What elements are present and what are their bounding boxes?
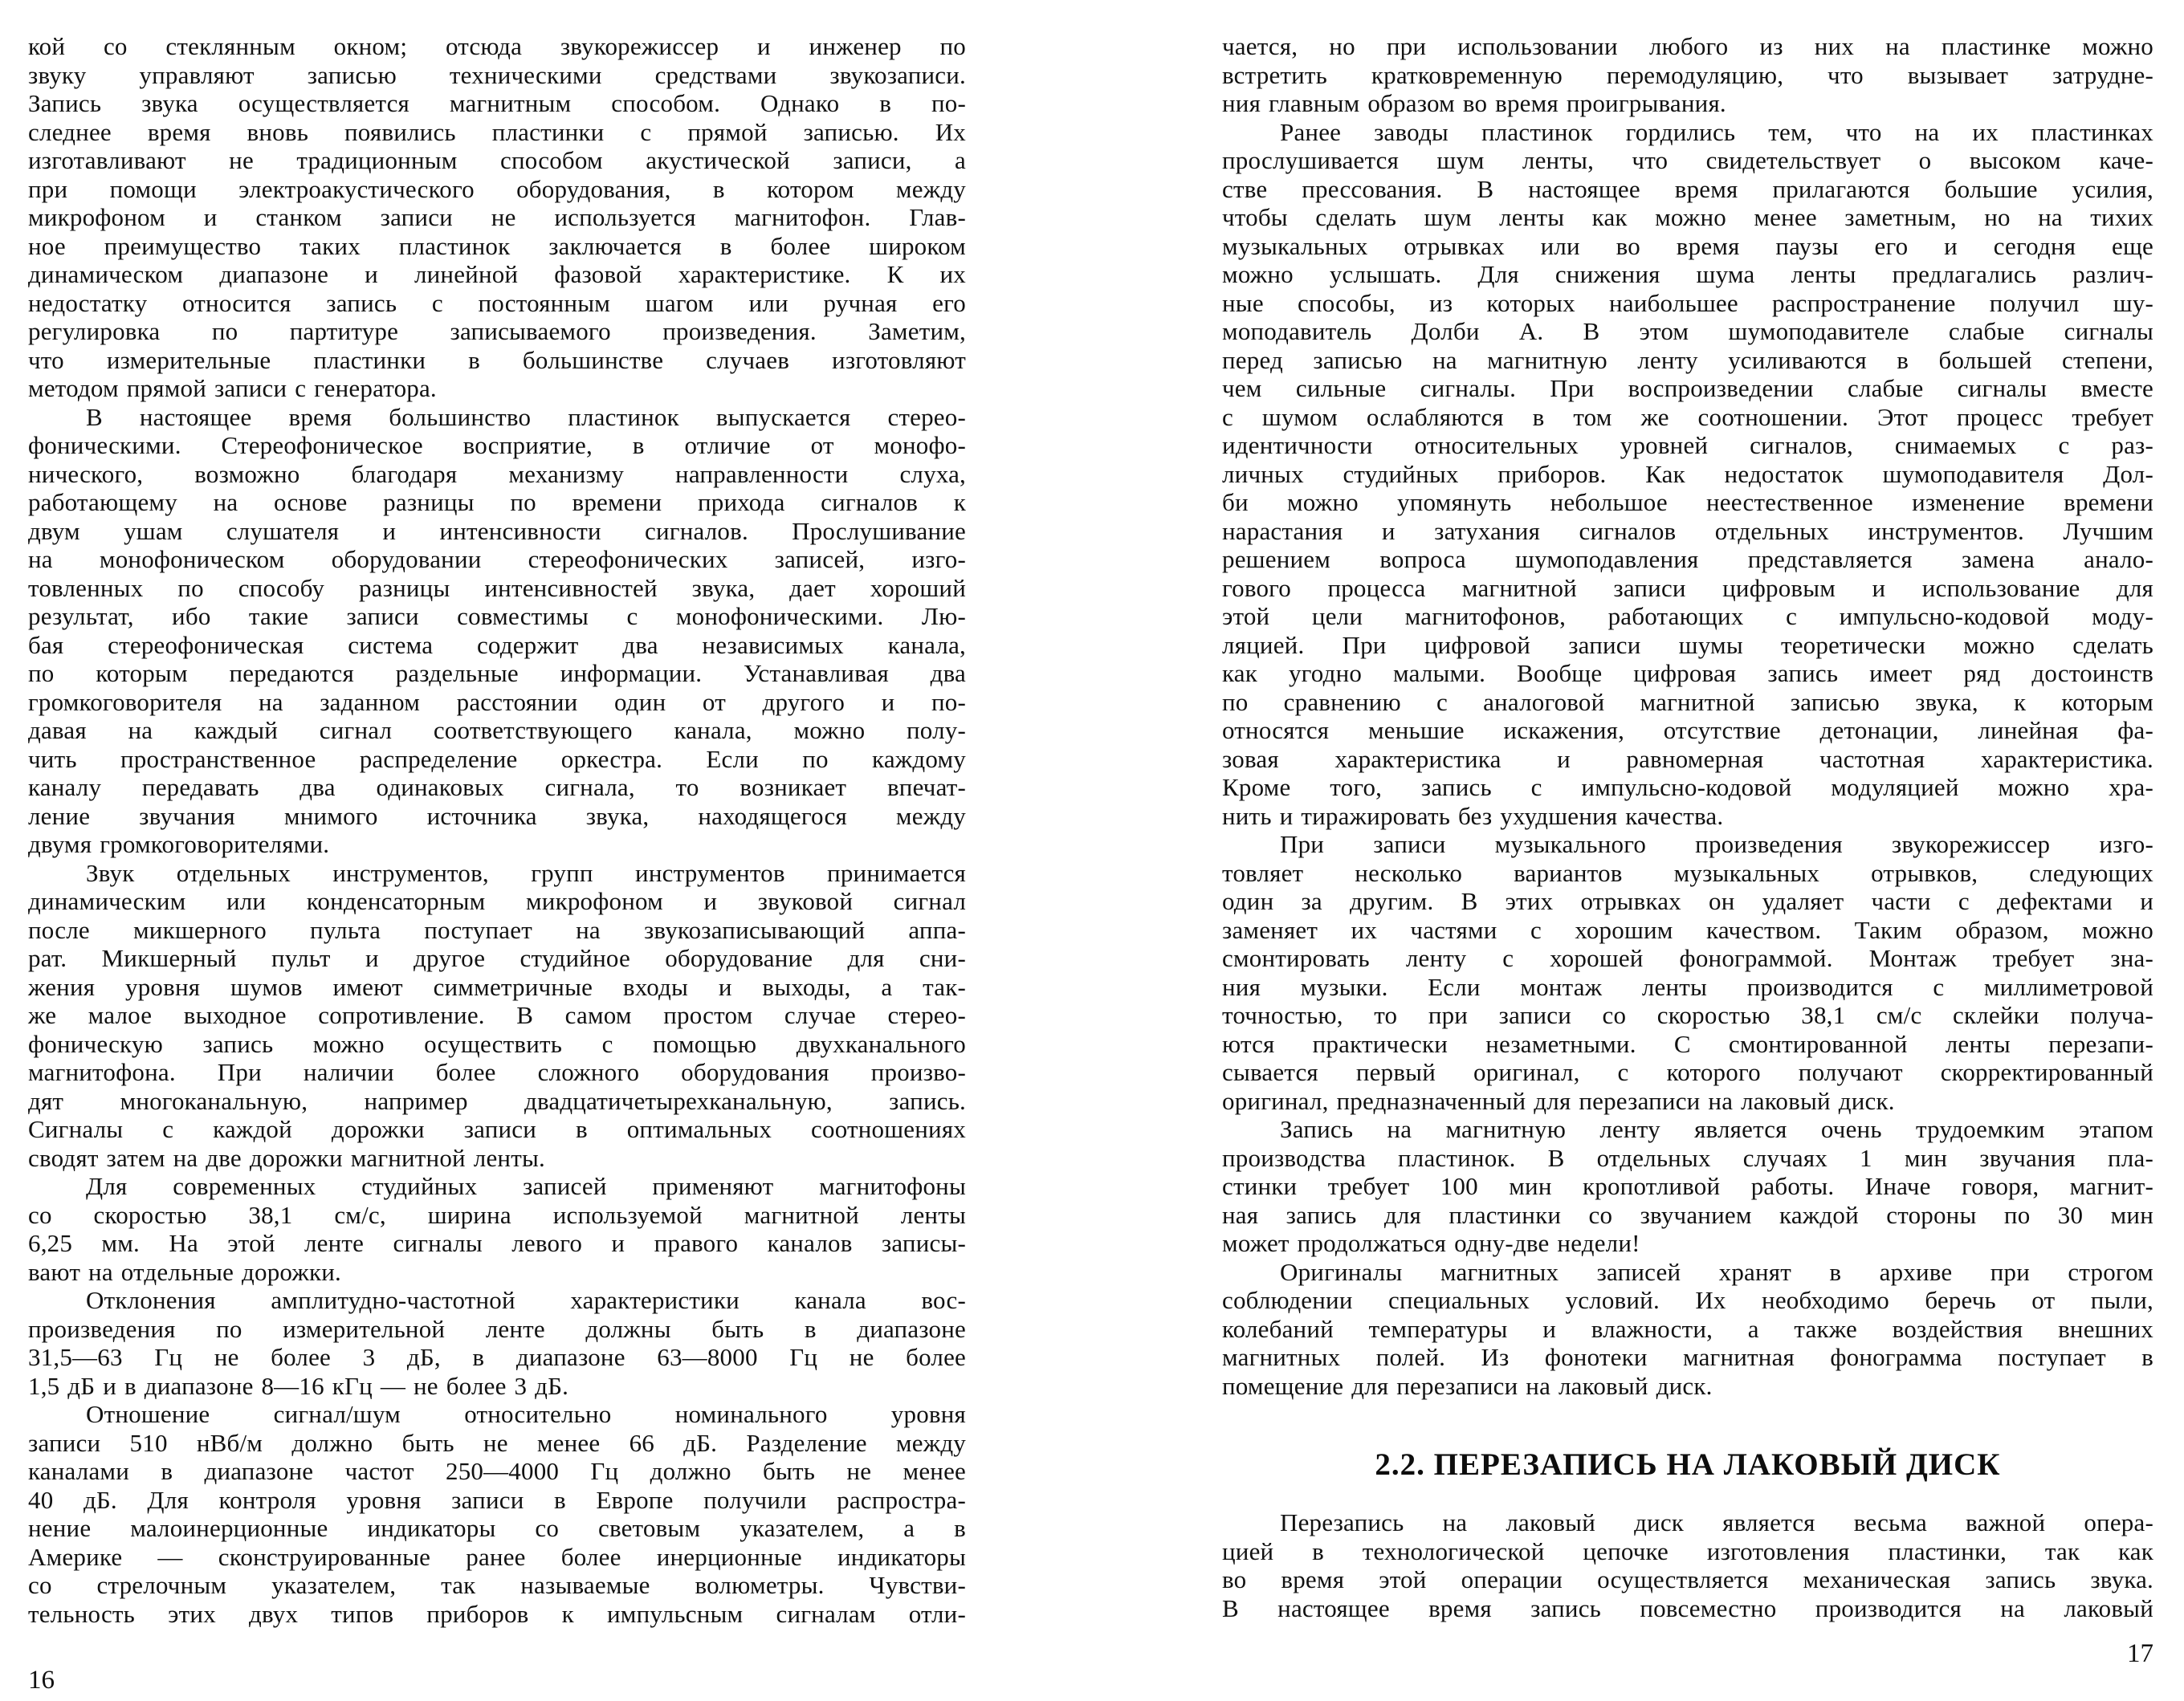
text-line: жения уровня шумов имеют симметричные входы и выходы, а так- [28, 972, 966, 1001]
paragraph [28, 32, 966, 403]
text-line: товленных по способу разницы интенсивностей звука, дает хороший [28, 573, 966, 602]
text-line: по которым передаются раздельные информации. Устанавливая два [28, 659, 966, 687]
text-line: В настоящее время запись повсеместно производится на лаковый [1222, 1593, 2153, 1622]
text-line: рат. Микшерный пульт и другое студийное оборудование для сни- [28, 944, 966, 972]
text-line: Кроме того, запись с импульсно-кодовой модуляцией можно хра- [1222, 773, 2153, 801]
text-line: на монофоническом оборудовании стереофонических записей, изго- [28, 545, 966, 573]
text-line: стве прессования. В настоящее время прилагаются большие усилия, [1222, 174, 2153, 203]
text-line: звуку управляют записью техническими средствами звукозаписи. [28, 60, 966, 89]
section-text [1222, 1508, 2153, 1622]
text-line: Америке — сконструированные ранее более инерционные индикаторы [28, 1542, 966, 1571]
text-line: во время этой операции осуществляется механическая запись звука. [1222, 1565, 2153, 1593]
text-line: Запись звука осуществляется магнитным способом. Однако в по- [28, 89, 966, 117]
text-line: моподавитель Долби А. В этом шумоподавителе слабые сигналы [1222, 317, 2153, 345]
text-line: гового процесса магнитной записи цифровым и использование для [1222, 573, 2153, 602]
text-line: недостатку относится запись с постоянным шагом или ручная его [28, 288, 966, 317]
text-line: Отклонения амплитудно-частотной характеристики канала вос- [86, 1286, 966, 1314]
text-line: перед записью на магнитную ленту усиливаются в большей степени, [1222, 345, 2153, 374]
text-line: 6,25 мм. На этой ленте сигналы левого и правого каналов записы- [28, 1229, 966, 1257]
text-line: что измерительные пластинки в большинстве случаев изготовляют [28, 345, 966, 374]
text-line: ния музыки. Если монтаж ленты производится с миллиметровой [1222, 972, 2153, 1001]
text-line: В настоящее время большинство пластинок выпускается стерео- [86, 402, 966, 431]
text-line: двумя громкоговорителями. [28, 830, 330, 858]
paragraph [28, 1286, 966, 1400]
text-line: помещение для перезаписи на лаковый диск. [1222, 1371, 1713, 1400]
text-line: решением вопроса шумоподавления представляется замена анало- [1222, 545, 2153, 573]
paragraph [1222, 32, 2153, 118]
text-line: по сравнению с аналоговой магнитной записью звука, к которым [1222, 687, 2153, 716]
text-line: заменяет их частями с хорошим качеством. Таким образом, можно [1222, 915, 2153, 944]
text-line: громкоговорителя на заданном расстоянии один от другого и по- [28, 687, 966, 716]
text-line: ные способы, из которых наибольшее распространение получил шу- [1222, 288, 2153, 317]
right-page [1092, 0, 2184, 1701]
section-heading: 2.2. ПЕРЕЗАПИСЬ НА ЛАКОВЫЙ ДИСК [1375, 1447, 2001, 1482]
text-line: динамическим или конденсаторным микрофоном и звуковой сигнал [28, 887, 966, 915]
paragraph [1222, 1115, 2153, 1258]
paragraph [1222, 118, 2153, 831]
text-line: со стрелочным указателем, так называемые волюметры. Чувстви- [28, 1571, 966, 1599]
paragraph [28, 1400, 966, 1628]
text-line: стинки требует 100 мин кропотливой работы. Иначе говоря, магнит- [1222, 1172, 2153, 1200]
text-line: сывается первый оригинал, с которого получают скорректированный [1222, 1058, 2153, 1086]
text-line: чается, но при использовании любого из них на пластинке можно [1222, 32, 2153, 60]
text-line: встретить кратковременную перемодуляцию, что вызывает затрудне- [1222, 60, 2153, 89]
text-line: производства пластинок. В отдельных случаях 1 мин звучания пла- [1222, 1143, 2153, 1172]
text-line: ляцией. При цифровой записи шумы теоретически можно сделать [1222, 630, 2153, 659]
text-line: фоническими. Стереофоническое восприятие, в отличие от монофо- [28, 431, 966, 459]
text-line: может продолжаться одну-две недели! [1222, 1229, 1640, 1257]
text-line: оригинал, предназначенный для перезаписи на лаковый диск. [1222, 1086, 1895, 1115]
text-line: ление звучания мнимого источника звука, находящегося между [28, 801, 966, 830]
text-line: 31,5—63 Гц не более 3 дБ, в диапазоне 63—8000 Гц не более [28, 1343, 966, 1371]
text-line: чем сильные сигналы. При воспроизведении слабые сигналы вместе [1222, 374, 2153, 402]
text-line: соблюдении специальных условий. Их необходимо беречь от пыли, [1222, 1286, 2153, 1314]
text-line: Оригиналы магнитных записей хранят в архиве при строгом [1280, 1257, 2153, 1286]
right-page-text [1222, 32, 2153, 1400]
text-line: Сигналы с каждой дорожки записи в оптимальных соотношениях [28, 1115, 966, 1143]
text-line: цией в технологической цепочке изготовления пластинки, так как [1222, 1536, 2153, 1565]
text-line: чить пространственное распределение оркестра. Если по каждому [28, 744, 966, 773]
text-line: магнитных полей. Из фонотеки магнитная фонограмма поступает в [1222, 1343, 2153, 1371]
text-line: результат, ибо такие записи совместимы с монофоническими. Лю- [28, 602, 966, 630]
text-line: давая на каждый сигнал соответствующего канала, можно полу- [28, 716, 966, 744]
text-line: зовая характеристика и равномерная частотная характеристика. [1222, 744, 2153, 773]
text-line: При записи музыкального произведения звукорежиссер изго- [1280, 830, 2153, 858]
paragraph [28, 403, 966, 859]
paragraph [28, 859, 966, 1173]
text-line: 40 дБ. Для контроля уровня записи в Европе получили распростра- [28, 1485, 966, 1514]
paragraph [1222, 1508, 2153, 1622]
text-line: можно услышать. Для снижения шума ленты предлагались различ- [1222, 260, 2153, 288]
text-line: нарастания и затухания сигналов отдельных инструментов. Лучшим [1222, 516, 2153, 545]
text-line: регулировка по партитуре записываемого произведения. Заметим, [28, 317, 966, 345]
text-line: Отношение сигнал/шум относительно номинального уровня [86, 1400, 966, 1428]
text-line: вают на отдельные дорожки. [28, 1257, 341, 1286]
text-line: микрофоном и станком записи не используется магнитофон. Глав- [28, 203, 966, 231]
text-line: личных студийных приборов. Как недостаток шумоподавителя Дол- [1222, 459, 2153, 488]
paragraph [1222, 830, 2153, 1115]
text-line: товляет несколько вариантов музыкальных отрывков, следующих [1222, 858, 2153, 887]
text-line: следнее время вновь появились пластинки с прямой записью. Их [28, 117, 966, 146]
text-line: фоническую запись можно осуществить с помощью двухканального [28, 1029, 966, 1058]
text-line: Запись на магнитную ленту является очень трудоемким этапом [1280, 1115, 2153, 1143]
text-line: динамическом диапазоне и линейной фазовой характеристике. К их [28, 260, 966, 288]
text-line: же малое выходное сопротивление. В самом простом случае стерео- [28, 1001, 966, 1029]
text-line: каналу передавать два одинаковых сигнала, то возникает впечат- [28, 773, 966, 801]
text-line: двум ушам слушателя и интенсивности сигналов. Прослушивание [28, 516, 966, 545]
paragraph [1222, 1258, 2153, 1401]
text-line: записи 510 нВб/м должно быть не менее 66 дБ. Разделение между [28, 1428, 966, 1457]
text-line: кой со стеклянным окном; отсюда звукорежиссер и инженер по [28, 32, 966, 60]
text-line: точностью, то при записи со скоростью 38,1 см/с склейки получа- [1222, 1001, 2153, 1029]
text-line: Перезапись на лаковый диск является весьма важной опера- [1280, 1508, 2153, 1536]
text-line: один за другим. В этих отрывках он удаляет части с дефектами и [1222, 887, 2153, 915]
left-page-text [28, 32, 966, 1628]
text-line: колебаний температуры и влажности, а также воздействия внешних [1222, 1314, 2153, 1343]
text-line: смонтировать ленту с хорошей фонограммой. Монтаж требует зна- [1222, 944, 2153, 972]
text-line: 1,5 дБ и в диапазоне 8—16 кГц — не более 3 дБ. [28, 1371, 569, 1400]
text-line: дят многоканальную, например двадцатичетырехканальную, запись. [28, 1086, 966, 1115]
text-line: чтобы сделать шум ленты как можно менее заметным, но на тихих [1222, 203, 2153, 231]
text-line: Звук отдельных инструментов, групп инструментов принимается [86, 858, 966, 887]
text-line: тельность этих двух типов приборов к импульсным сигналам отли- [28, 1599, 966, 1628]
text-line: методом прямой записи с генератора. [28, 374, 437, 402]
text-line: прослушивается шум ленты, что свидетельствует о высоком каче- [1222, 146, 2153, 174]
text-line: работающему на основе разницы по времени прихода сигналов к [28, 488, 966, 516]
text-line: ния главным образом во время проигрывания. [1222, 89, 1726, 117]
page-number: 16 [28, 1666, 55, 1695]
page-number: 17 [2127, 1639, 2153, 1668]
text-line: ное преимущество таких пластинок заключается в более широком [28, 231, 966, 260]
text-line: относятся меньшие искажения, отсутствие детонации, линейная фа- [1222, 716, 2153, 744]
text-line: ная запись для пластинки со звучанием каждой стороны по 30 мин [1222, 1200, 2153, 1229]
text-line: Ранее заводы пластинок гордились тем, что на их пластинках [1280, 117, 2153, 146]
text-line: со скоростью 38,1 см/с, ширина используемой магнитной ленты [28, 1200, 966, 1229]
text-line: магнитофона. При наличии более сложного оборудования произво- [28, 1058, 966, 1086]
text-line: ются практически незаметными. С смонтированной ленты перезапи- [1222, 1029, 2153, 1058]
text-line: каналами в диапазоне частот 250—4000 Гц должно быть не менее [28, 1457, 966, 1485]
text-line: после микшерного пульта поступает на звукозаписывающий аппа- [28, 915, 966, 944]
text-line: как угодно малыми. Вообще цифровая запись имеет ряд достоинств [1222, 659, 2153, 687]
text-line: бая стереофоническая система содержит два независимых канала, [28, 630, 966, 659]
text-line: нического, возможно благодаря механизму направленности слуха, [28, 459, 966, 488]
text-line: нение малоинерционные индикаторы со световым указателем, а в [28, 1514, 966, 1542]
paragraph [28, 1172, 966, 1286]
text-line: этой цели магнитофонов, работающих с импульсно-кодовой моду- [1222, 602, 2153, 630]
text-line: музыкальных отрывках или во время паузы его и сегодня еще [1222, 231, 2153, 260]
text-line: идентичности относительных уровней сигналов, снимаемых с раз- [1222, 431, 2153, 459]
text-line: изготавливают не традиционным способом акустической записи, а [28, 146, 966, 174]
text-line: произведения по измерительной ленте должны быть в диапазоне [28, 1314, 966, 1343]
text-line: нить и тиражировать без ухудшения качества. [1222, 801, 1724, 830]
text-line: Для современных студийных записей применяют магнитофоны [86, 1172, 966, 1200]
text-line: би можно упомянуть небольшое неестественное изменение времени [1222, 488, 2153, 516]
text-line: при помощи электроакустического оборудования, в котором между [28, 174, 966, 203]
text-line: сводят затем на две дорожки магнитной ленты. [28, 1143, 545, 1172]
text-line: с шумом ослабляются в том же соотношении. Этот процесс требует [1222, 402, 2153, 431]
